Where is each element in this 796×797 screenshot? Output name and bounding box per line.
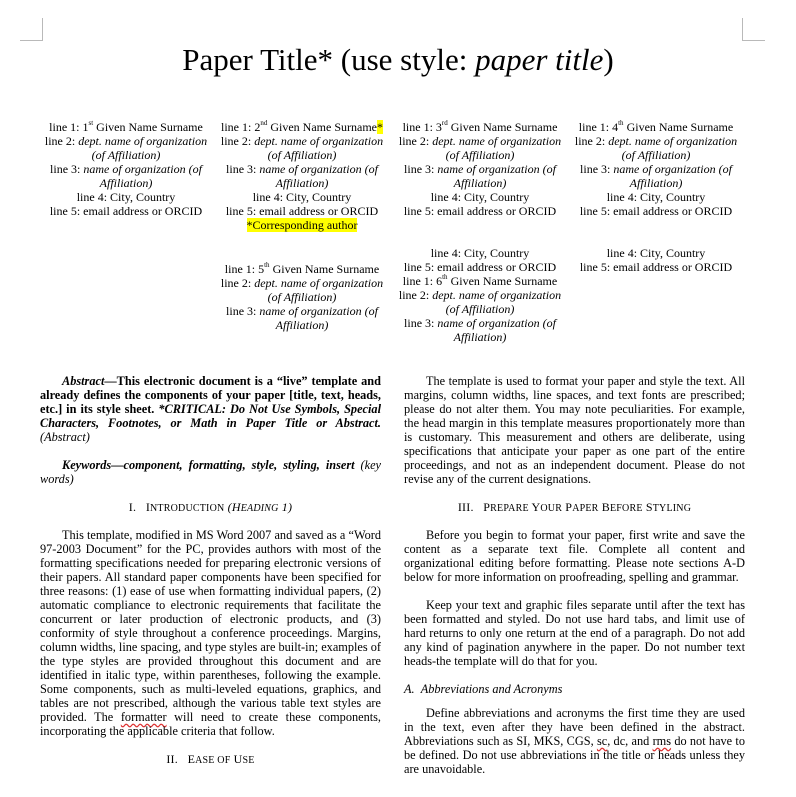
title-main: Paper Title* (use style: — [182, 42, 468, 77]
author-line-1: line 1: 2nd Given Name Surname* — [221, 119, 383, 134]
author-line-3: line 3: name of organization (of Affiliation) — [226, 162, 378, 190]
left-column — [40, 374, 381, 780]
title-close: ) — [603, 42, 614, 77]
author-line-5: line 5: email address or ORCID — [403, 260, 557, 274]
section-heading-ease-of-use[interactable]: II. EASE OF USE — [166, 752, 255, 766]
author-block-4[interactable] — [570, 120, 742, 218]
paragraph-template[interactable]: The template is used to format your paper and style the text. All margins, column widths, line spaces, and text fonts are prescribed; please do not alter them. You may note peculiarities. For example, the head margin in this template measures proportionately more than is customary. This measurement and others are deliberate, using specifications that anticipate your paper as one part of the entire proceedings, and not as an independent document. Please do not revise any of the current designations. — [404, 374, 745, 486]
author-line-3: line 3: name of organization (of Affiliation) — [580, 162, 732, 190]
author-line-2: line 2: dept. name of organization (of Affiliation) — [574, 134, 738, 162]
author-line-4: line 4: City, Country — [430, 190, 530, 204]
paragraph-keep-text[interactable]: Keep your text and graphic files separate until after the text has been formatted and styled. Do not use hard tabs, and limit use of hard returns to only one return at the end of a paragraph. Do not add any kind of pagination anywhere in the paper. Do not number text heads-the template will do that for you. — [404, 598, 745, 668]
author-line-3: line 3: name of organization (of Affiliation) — [226, 304, 378, 332]
author-line-1: line 1: 6th Given Name Surname — [402, 273, 558, 288]
margin-mark-top-right — [742, 18, 765, 41]
author-line-1: line 1: 1st Given Name Surname — [49, 119, 203, 134]
section-heading-introduction[interactable]: I. INTRODUCTION (HEADING 1) — [128, 500, 293, 514]
author-line-5: line 5: email address or ORCID — [225, 204, 379, 218]
right-column — [404, 374, 745, 790]
author-block-3[interactable] — [394, 120, 566, 218]
author-line-5: line 5: email address or ORCID — [579, 260, 733, 274]
subsection-heading-abbreviations[interactable]: A. Abbreviations and Acronyms — [404, 682, 563, 696]
author-line-4: line 4: City, Country — [252, 190, 352, 204]
author-block-6[interactable] — [394, 246, 566, 344]
author-line-2: line 2: dept. name of organization (of Affiliation) — [220, 276, 384, 304]
author-line-1: line 1: 5th Given Name Surname — [224, 261, 380, 276]
corresponding-author-note: *Corresponding author — [246, 218, 358, 232]
paragraph-define-abbreviations[interactable]: Define abbreviations and acronyms the first time they are used in the text, even after they have been defined in the abstract. Abbreviations such as SI, MKS, CGS, sc, dc, and rms do not have to be defined. Do not use abbreviations in the title or heads unless they are unavoidable. — [404, 706, 745, 776]
author-line-4: line 4: City, Country — [606, 246, 706, 260]
title-style-name: paper title — [475, 42, 604, 77]
keywords[interactable]: Keywords—component, formatting, style, styling, insert (key words) — [40, 458, 382, 486]
author-line-5: line 5: email address or ORCID — [49, 204, 203, 218]
author-line-5: line 5: email address or ORCID — [579, 204, 733, 218]
author-line-4: line 4: City, Country — [606, 190, 706, 204]
author-line-1: line 1: 3rd Given Name Surname — [402, 119, 558, 134]
author-line-3: line 3: name of organization (of Affiliation) — [404, 162, 556, 190]
author-line-2: line 2: dept. name of organization (of Affiliation) — [44, 134, 208, 162]
author-block-5[interactable] — [216, 262, 388, 332]
author-line-4: line 4: City, Country — [76, 190, 176, 204]
author-line-2: line 2: dept. name of organization (of Affiliation) — [220, 134, 384, 162]
author-line-1: line 1: 4th Given Name Surname — [578, 119, 734, 134]
author-line-3: line 3: name of organization (of Affiliation) — [404, 316, 556, 344]
author-line-2: line 2: dept. name of organization (of Affiliation) — [398, 134, 562, 162]
author-line-2: line 2: dept. name of organization (of Affiliation) — [398, 288, 562, 316]
author-block-1[interactable] — [40, 120, 212, 218]
author-block-7[interactable] — [570, 246, 742, 274]
author-line-3: line 3: name of organization (of Affiliation) — [50, 162, 202, 190]
paper-title[interactable] — [0, 40, 796, 80]
margin-mark-top-left — [20, 18, 43, 41]
author-line-5: line 5: email address or ORCID — [403, 204, 557, 218]
paragraph-before-you-begin[interactable]: Before you begin to format your paper, first write and save the content as a separate text file. Complete all content and organizational editing before formatting. Please note sections A-D below for more information on proofreading, spelling and grammar. — [404, 528, 745, 584]
abstract[interactable]: Abstract—This electronic document is a “live” template and already defines the components of your paper [title, text, heads, etc.] in its style sheet. *CRITICAL: Do Not Use Symbols, Special Characters, Footnotes, or Math in Paper Title or Abstract. (Abstract) — [40, 374, 381, 444]
author-block-2[interactable] — [216, 120, 388, 232]
author-line-4: line 4: City, Country — [430, 246, 530, 260]
paragraph-introduction[interactable]: This template, modified in MS Word 2007 and saved as a “Word 97-2003 Document” for the PC, provides authors with most of the formatting specifications needed for preparing electronic versions of their papers. All standard paper components have been specified for three reasons: (1) ease of use when formatting individual papers, (2) automatic compliance to electronic requirements that facilitate the concurrent or later production of electronic products, and (3) conformity of style throughout a conference proceedings. Margins, column widths, line spacing, and type styles are built-in; examples of the type styles are provided throughout this document and are identified in italic type, within parentheses, following the example. Some components, such as multi-leveled equations, graphics, and tables are not prescribed, although the various table text styles are provided. The formatter will need to create these components, incorporating the applicable criteria that follow. — [40, 528, 381, 738]
section-heading-prepare[interactable]: III. PREPARE YOUR PAPER BEFORE STYLING — [457, 500, 692, 514]
